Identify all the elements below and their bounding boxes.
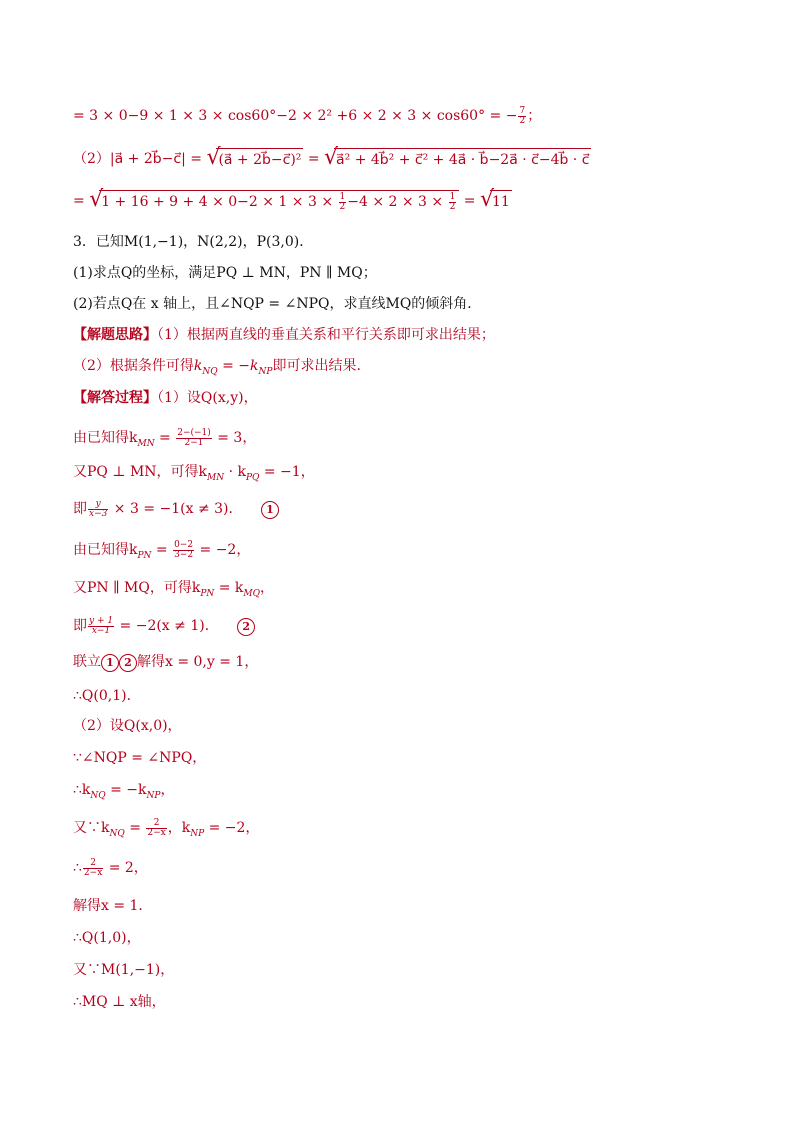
- circled-number-1: 1: [261, 501, 279, 519]
- step-m-point: 又∵M(1,−1)，: [73, 962, 175, 978]
- step-q-result-2: ∴Q(1,0)，: [73, 930, 141, 946]
- sqrt-square: √ (a⃗ + 2b⃗−c⃗)²: [206, 145, 302, 170]
- solution-idea-line-1: 【解题思路】（1）根据两直线的垂直关系和平行关系即可求出结果；: [73, 327, 495, 343]
- step-slope-pn: 由已知得$k_{PN}$ = $\frac{0-2}{3-2}$ = −2，: [73, 539, 251, 561]
- step-angle-equal: ∵∠NQP = ∠NPQ，: [73, 750, 207, 766]
- answer-line-1: = 3 × 0−9 × 1 × 3 × cos60°−2 × 2² +6 × 2 × 3 × cos60° = − $\frac{7}{2}$ ；: [73, 105, 542, 126]
- answer-line-3: = √ 1 + 16 + 9 + 4 × 0−2 × 1 × 3 × $\frac{1}{2}$ −4 × 2 × 3 × $\frac{1}{2}$ = √ 11: [73, 187, 510, 212]
- vector-magnitude: |a⃗ + 2b⃗−c⃗|: [109, 151, 186, 167]
- sqrt-expanded: √ a⃗² + 4b⃗² + c⃗² + 4a⃗ · b⃗−2a⃗ · c⃗−4b⃗ · c⃗: [324, 145, 590, 170]
- step-equation-2: 即 $\frac{y + 1}{x-1}$ = −2(x ≠ 1)． 2: [73, 616, 255, 636]
- circled-number-1: 1: [101, 654, 119, 672]
- step-parallel: 又PN ∥ MQ，可得$k_{PN} = k_{MQ}$，: [73, 580, 274, 599]
- step-solve-system: 联立 1 2 解得x = 0,y = 1，: [73, 654, 259, 670]
- fraction-seven-halves: $\frac{7}{2}$: [519, 105, 526, 126]
- step-solve-x: 解得x = 1．: [73, 898, 153, 914]
- step-part-2-setup: （2）设Q(x,0)，: [73, 718, 182, 734]
- answer-line-2: （2）|a⃗ + 2b⃗−c⃗| = √ (a⃗ + 2b⃗−c⃗)² = √ a⃗² + 4b⃗² + c⃗² + 4a⃗ · b⃗−2a⃗ · c⃗−4b⃗ · c⃗: [73, 145, 590, 170]
- sqrt-numeric: √ 1 + 16 + 9 + 4 × 0−2 × 1 × 3 × $\frac{1}{2}$ −4 × 2 × 3 × $\frac{1}{2}$: [89, 190, 459, 212]
- solution-process-tag: 【解答过程】: [73, 390, 157, 406]
- expr-cos-evaluation: = 3 × 0−9 × 1 × 3 × cos60°−2 × 2² +6 × 2 × 3 × cos60° = −: [73, 108, 518, 124]
- part-label: （2）: [73, 151, 110, 167]
- sqrt-result: √ 11: [479, 187, 510, 212]
- solution-idea-tag: 【解题思路】: [73, 327, 157, 343]
- step-equation-1: 即 $\frac{y}{x-3}$ × 3 = −1(x ≠ 3)． 1: [73, 499, 279, 519]
- question-3-part-1: (1)求点Q的坐标，满足PQ ⊥ MN，PN ∥ MQ；: [73, 265, 377, 281]
- solution-process-line: 【解答过程】（1）设Q(x,y)，: [73, 390, 258, 406]
- step-slopes-known: 又$\because k_{NQ}$ = $\frac{2}{2-x}$ ，$k_{NP} = -2$，: [73, 817, 260, 839]
- circled-number-2: 2: [119, 654, 137, 672]
- question-3-stem: 3．已知M(1,−1)，N(2,2)，P(3,0)．: [73, 234, 314, 250]
- step-equation-3: ∴ $\frac{2}{2-x}$ = 2，: [73, 857, 148, 878]
- step-perpendicular: 又PQ ⊥ MN，可得$k_{MN} \cdot k_{PQ} = -1$，: [73, 464, 315, 483]
- solution-idea-line-2: （2）根据条件可得$k_{NQ} = -k_{NP}$即可求出结果.: [73, 358, 361, 377]
- question-3-part-2: (2)若点Q在 x 轴上，且∠NQP = ∠NPQ，求直线MQ的倾斜角．: [73, 296, 482, 312]
- step-slope-mn: 由已知得$k_{MN}$ = $\frac{2-(-1)}{2-1}$ = 3，: [73, 427, 257, 449]
- step-mq-vertical: ∴MQ ⊥ x轴，: [73, 994, 166, 1010]
- step-q-result-1: ∴Q(0,1)．: [73, 688, 141, 704]
- circled-number-2: 2: [237, 618, 255, 636]
- step-slope-relation: $\therefore k_{NQ} = -k_{NP}$，: [73, 782, 175, 801]
